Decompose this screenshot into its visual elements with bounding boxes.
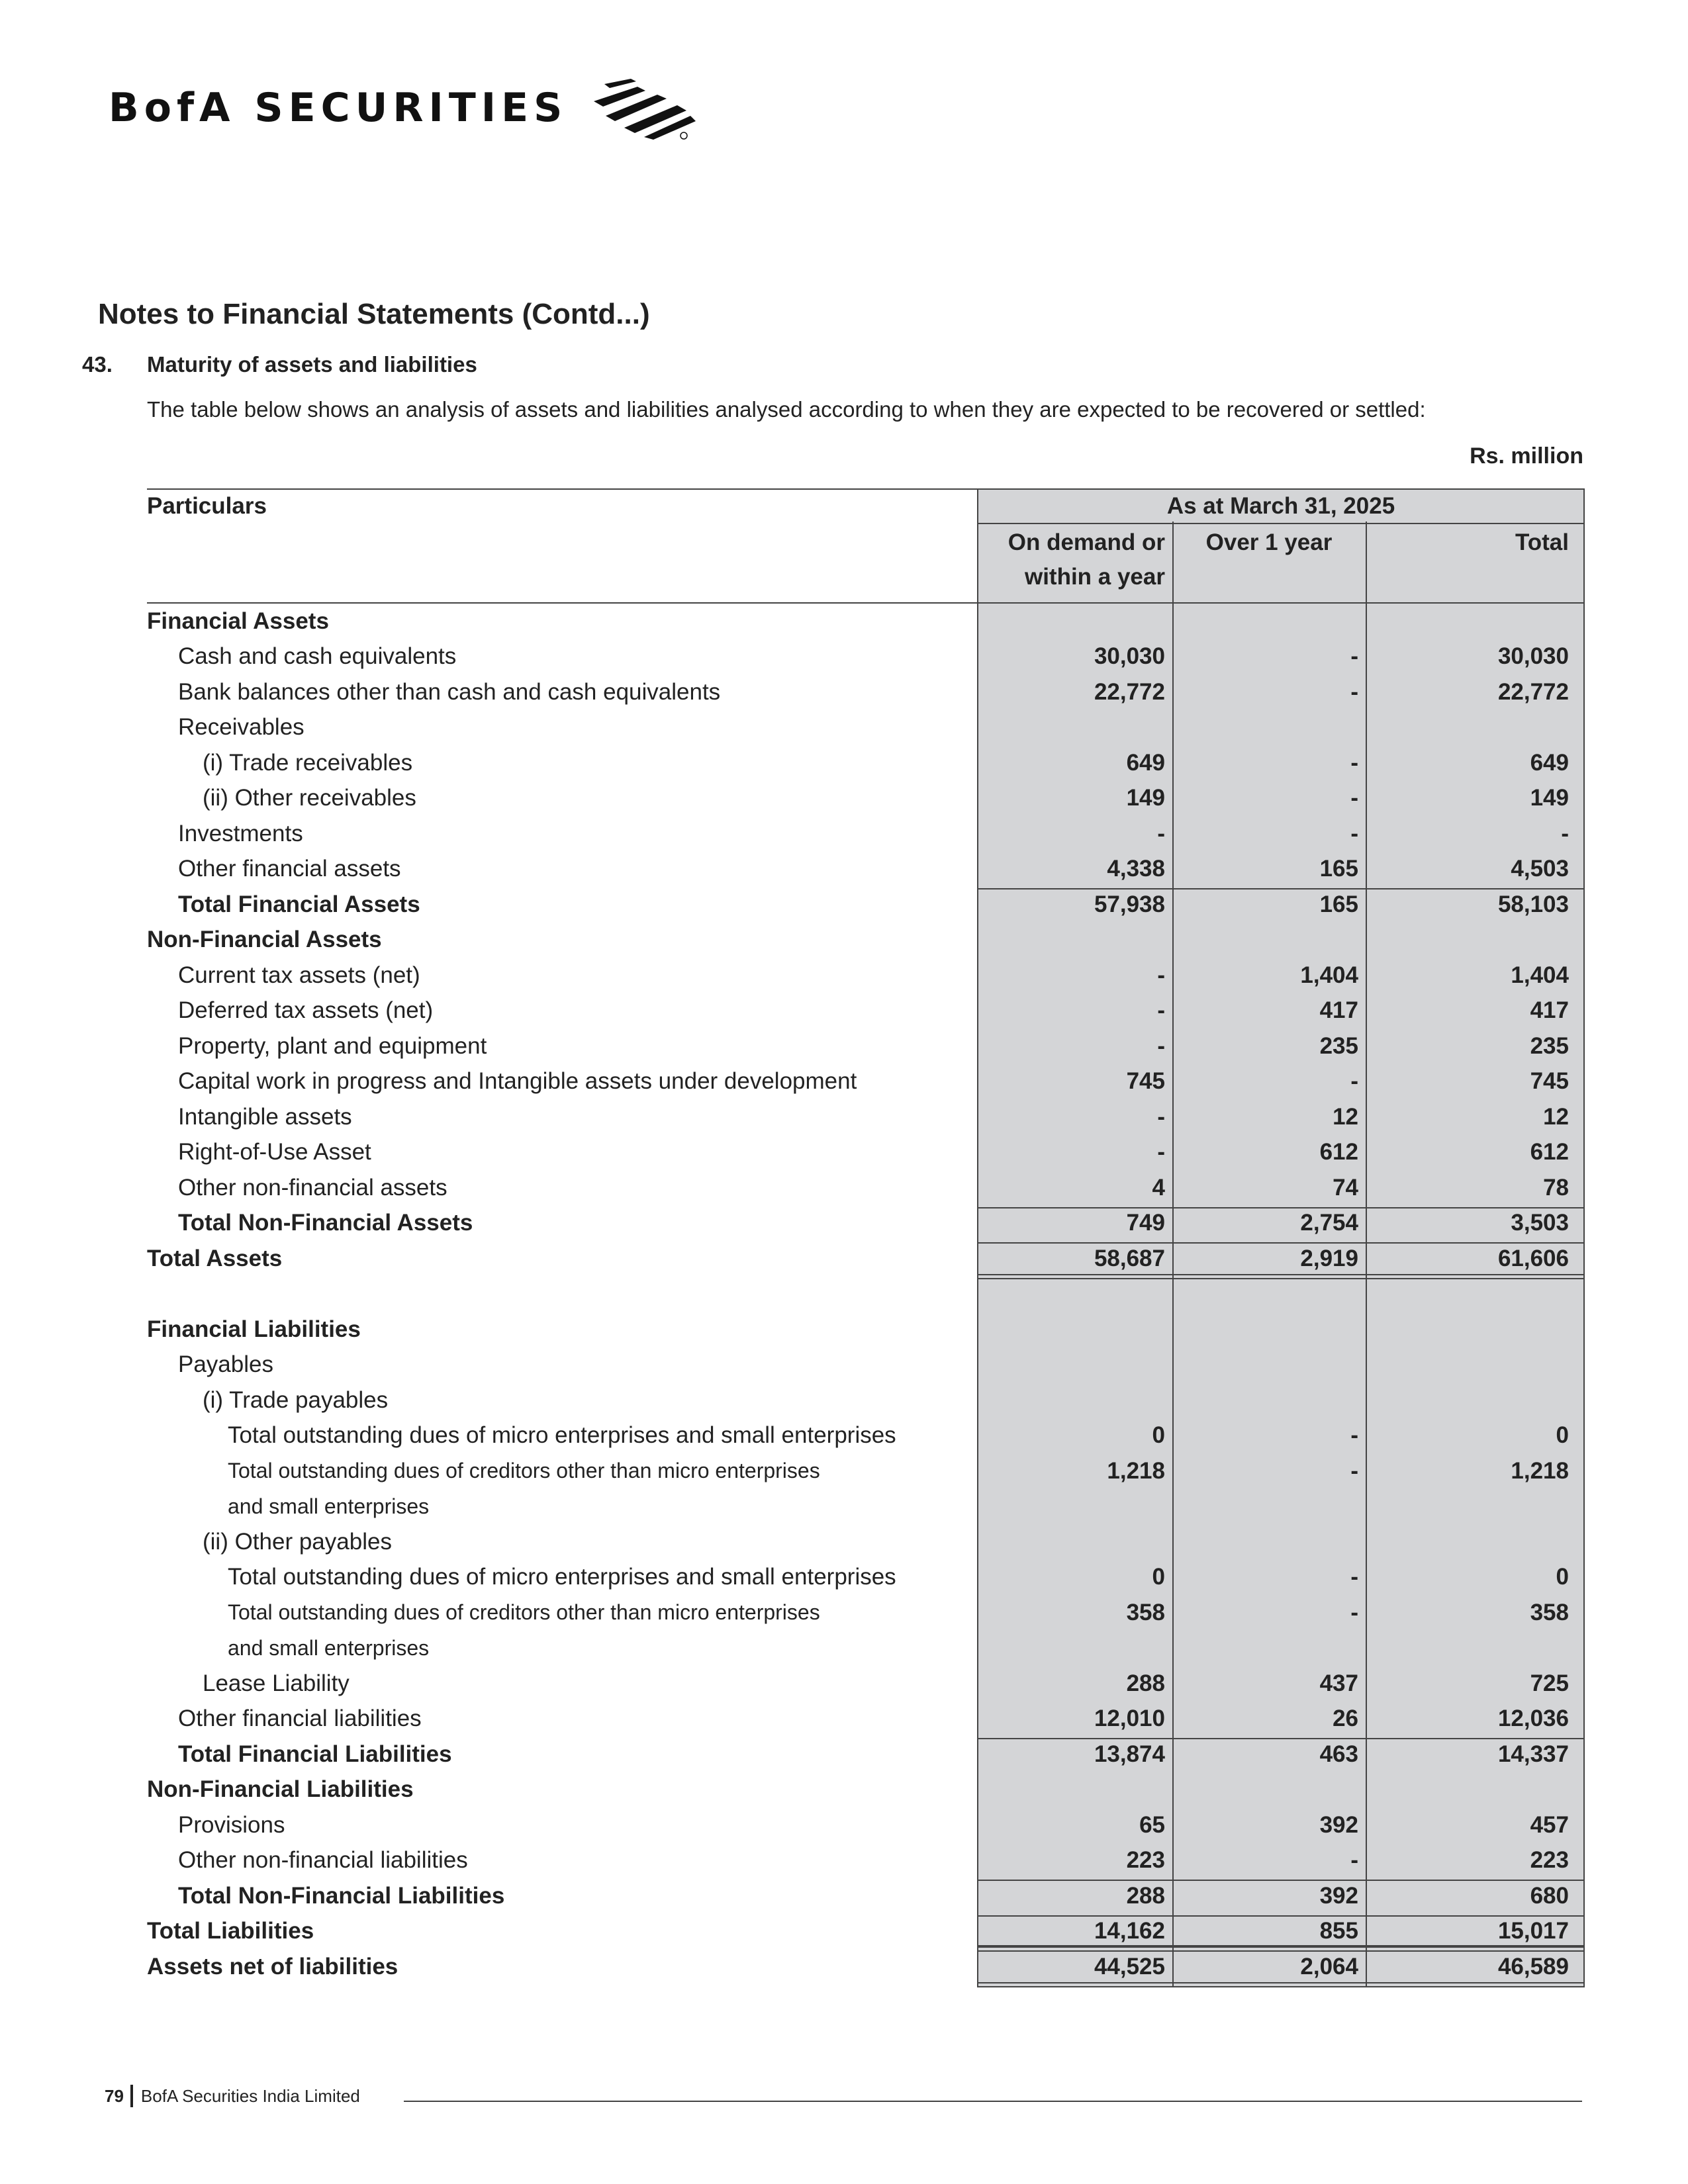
value-total: 1,218	[1511, 1457, 1569, 1484]
table-row	[147, 852, 1585, 887]
col-header-demand-line1: On demand or	[1008, 529, 1165, 555]
row-label: (i) Trade payables	[203, 1387, 389, 1413]
row-label: (ii) Other payables	[203, 1528, 392, 1555]
row-label: Total Assets	[147, 1245, 283, 1271]
total-rule	[977, 1946, 1585, 1948]
value-over-1-year: 855	[1319, 1918, 1358, 1944]
value-on-demand: 358	[1126, 1599, 1165, 1625]
value-on-demand: -	[1157, 962, 1165, 988]
col-header-demand-line2: within a year	[1024, 564, 1165, 590]
table-row	[147, 923, 1585, 958]
period-header: As at March 31, 2025	[1166, 493, 1395, 519]
row-label: Total outstanding dues of creditors other than micro enterprises	[228, 1600, 820, 1625]
footer-rule	[404, 2101, 1582, 2102]
value-total: 649	[1530, 749, 1569, 776]
row-label: Financial Liabilities	[147, 1316, 361, 1342]
value-on-demand: -	[1157, 820, 1165, 846]
total-rule	[977, 1986, 1585, 1987]
value-over-1-year	[1180, 1312, 1358, 1347]
row-label: Property, plant and equipment	[178, 1032, 487, 1059]
value-over-1-year: -	[1350, 820, 1358, 846]
value-total	[1373, 710, 1569, 746]
table-row	[147, 745, 1585, 781]
value-total: 12,036	[1497, 1706, 1569, 1732]
value-over-1-year: 165	[1319, 856, 1358, 882]
value-on-demand: 30,030	[1094, 643, 1165, 670]
row-label: Total Liabilities	[147, 1918, 314, 1944]
value-over-1-year: 235	[1319, 1032, 1358, 1059]
row-label: Total Non-Financial Assets	[178, 1210, 473, 1236]
table-row	[147, 1737, 1585, 1772]
value-on-demand: 0	[1152, 1564, 1165, 1590]
value-total	[1373, 1631, 1569, 1666]
value-over-1-year	[1180, 923, 1358, 958]
row-label: Financial Assets	[147, 608, 329, 634]
value-on-demand: 745	[1126, 1068, 1165, 1095]
value-total: 612	[1530, 1139, 1569, 1165]
value-over-1-year: -	[1350, 1457, 1358, 1484]
table-row	[147, 1914, 1585, 1950]
value-over-1-year: 2,064	[1300, 1953, 1358, 1979]
value-on-demand: -	[1157, 1139, 1165, 1165]
value-on-demand: 14,162	[1094, 1918, 1165, 1944]
value-total	[1373, 1347, 1569, 1383]
value-over-1-year: 165	[1319, 891, 1358, 917]
value-on-demand: 1,218	[1107, 1457, 1165, 1484]
value-on-demand: -	[1157, 997, 1165, 1024]
row-label: Other non-financial liabilities	[178, 1847, 468, 1874]
value-on-demand: 149	[1126, 785, 1165, 811]
row-label: Other financial assets	[178, 856, 401, 882]
value-total	[1373, 1489, 1569, 1525]
row-label: Non-Financial Liabilities	[147, 1776, 414, 1803]
table-row	[147, 1099, 1585, 1135]
row-label: Total outstanding dues of micro enterprises and small enterprises	[228, 1564, 896, 1590]
row-label: Lease Liability	[203, 1670, 350, 1696]
particulars-header: Particulars	[147, 493, 267, 519]
subtotal-rule	[977, 1880, 1585, 1881]
value-on-demand: 65	[1139, 1811, 1165, 1838]
row-label: Cash and cash equivalents	[178, 643, 457, 670]
column-rule	[1366, 522, 1367, 1987]
value-over-1-year: 2,919	[1300, 1245, 1358, 1271]
table-row	[147, 1560, 1585, 1596]
row-label: Total Non-Financial Liabilities	[178, 1882, 505, 1909]
row-label: Total outstanding dues of micro enterprises and small enterprises	[228, 1422, 896, 1449]
value-over-1-year: 26	[1333, 1706, 1358, 1732]
row-label: (ii) Other receivables	[203, 785, 416, 811]
value-over-1-year: 392	[1319, 1882, 1358, 1909]
table-row	[147, 1595, 1585, 1631]
value-over-1-year: -	[1350, 1599, 1358, 1625]
value-total: 417	[1530, 997, 1569, 1024]
value-total: 725	[1530, 1670, 1569, 1696]
table-row	[147, 958, 1585, 993]
row-label: Current tax assets (net)	[178, 962, 420, 988]
table-row	[147, 1277, 1585, 1312]
table-row	[147, 604, 1585, 639]
value-total	[1373, 604, 1569, 639]
row-label: Other non-financial assets	[178, 1174, 447, 1201]
value-over-1-year	[1180, 1631, 1358, 1666]
value-on-demand: 44,525	[1094, 1953, 1165, 1979]
value-total	[1373, 1383, 1569, 1418]
value-over-1-year: -	[1350, 785, 1358, 811]
value-on-demand: 4,338	[1107, 856, 1165, 882]
row-label: Payables	[178, 1351, 273, 1378]
row-label: (i) Trade receivables	[203, 749, 413, 776]
value-on-demand: 649	[1126, 749, 1165, 776]
value-on-demand: 57,938	[1094, 891, 1165, 917]
value-over-1-year	[1180, 1772, 1358, 1808]
table-row	[147, 1807, 1585, 1843]
subtotal-rule	[977, 1207, 1585, 1208]
table-row	[147, 1206, 1585, 1242]
value-total: 61,606	[1497, 1245, 1569, 1271]
col-header-total: Total	[1515, 529, 1569, 555]
value-total: -	[1561, 820, 1569, 846]
table-row	[147, 1383, 1585, 1418]
unit-label: Rs. million	[1470, 443, 1583, 469]
row-label: Capital work in progress and Intangible assets under development	[178, 1068, 857, 1095]
value-over-1-year	[1180, 1524, 1358, 1560]
column-rule	[1583, 488, 1585, 1987]
note-title	[82, 352, 477, 377]
row-label: Total Financial Liabilities	[178, 1741, 452, 1767]
value-total: 22,772	[1497, 678, 1569, 705]
value-on-demand: 223	[1126, 1847, 1165, 1874]
value-total: 14,337	[1497, 1741, 1569, 1767]
page-number: 79	[105, 2085, 124, 2106]
value-total: 1,404	[1511, 962, 1569, 988]
value-total	[1373, 923, 1569, 958]
col-header-demand	[977, 525, 1165, 594]
table-header	[147, 488, 1585, 604]
value-over-1-year: -	[1350, 1847, 1358, 1874]
row-label: Assets net of liabilities	[147, 1953, 399, 1979]
value-over-1-year: 437	[1319, 1670, 1358, 1696]
value-over-1-year	[1180, 604, 1358, 639]
value-over-1-year: -	[1350, 1564, 1358, 1590]
table-row	[147, 1843, 1585, 1879]
value-total	[1373, 1772, 1569, 1808]
table-row	[147, 1064, 1585, 1100]
row-label: Right-of-Use Asset	[178, 1139, 371, 1165]
column-rule	[977, 488, 978, 1987]
value-over-1-year: 612	[1319, 1139, 1358, 1165]
value-on-demand	[977, 1383, 1165, 1418]
flag-icon	[585, 75, 697, 141]
subtotal-rule	[977, 1945, 1585, 1946]
value-total: 0	[1556, 1422, 1569, 1449]
row-label: Total Financial Assets	[178, 891, 420, 917]
subtotal-rule	[977, 1242, 1585, 1244]
row-label: Receivables	[178, 714, 305, 741]
value-on-demand: 288	[1126, 1670, 1165, 1696]
value-on-demand	[977, 1347, 1165, 1383]
row-label: and small enterprises	[228, 1494, 430, 1518]
value-total: 46,589	[1497, 1953, 1569, 1979]
value-total	[1373, 1277, 1569, 1312]
col-header-over-1-year: Over 1 year	[1205, 529, 1333, 555]
value-total: 12	[1543, 1103, 1569, 1130]
row-label: Other financial liabilities	[178, 1706, 422, 1732]
page-footer	[105, 2085, 360, 2107]
subtotal-rule	[977, 1738, 1585, 1739]
subtotal-rule	[977, 1950, 1585, 1952]
table-row	[147, 887, 1585, 923]
value-on-demand	[977, 604, 1165, 639]
value-on-demand: 13,874	[1094, 1741, 1165, 1767]
column-rule	[1172, 522, 1174, 1987]
total-rule	[977, 1274, 1585, 1275]
total-rule	[977, 1278, 1585, 1279]
value-total	[1373, 1312, 1569, 1347]
row-label: and small enterprises	[228, 1635, 430, 1660]
table-row	[147, 1949, 1585, 1985]
value-total: 15,017	[1497, 1918, 1569, 1944]
value-over-1-year: -	[1350, 749, 1358, 776]
value-on-demand: -	[1157, 1103, 1165, 1130]
value-on-demand	[977, 1631, 1165, 1666]
table-row	[147, 1170, 1585, 1206]
value-over-1-year: 1,404	[1300, 962, 1358, 988]
row-label: Investments	[178, 820, 303, 846]
total-rule	[977, 1982, 1585, 1983]
value-over-1-year	[1180, 1277, 1358, 1312]
table-row	[147, 816, 1585, 852]
intro-text: The table below shows an analysis of assets and liabilities analysed according to when they are expected to be recovered or settled:	[147, 397, 1426, 422]
row-label: Intangible assets	[178, 1103, 352, 1130]
value-on-demand	[977, 1277, 1165, 1312]
value-over-1-year: 2,754	[1300, 1210, 1358, 1236]
note-title-text: Maturity of assets and liabilities	[147, 352, 477, 377]
note-number: 43.	[82, 352, 113, 377]
footer-divider	[130, 2085, 133, 2107]
maturity-table	[147, 488, 1585, 1985]
value-on-demand: 22,772	[1094, 678, 1165, 705]
table-row	[147, 674, 1585, 710]
value-on-demand	[977, 1312, 1165, 1347]
value-on-demand	[977, 1489, 1165, 1525]
value-on-demand	[977, 1524, 1165, 1560]
table-row	[147, 1524, 1585, 1560]
table-row	[147, 1702, 1585, 1737]
value-total: 58,103	[1497, 891, 1569, 917]
table-row	[147, 1418, 1585, 1454]
value-total: 30,030	[1497, 643, 1569, 670]
table-row	[147, 710, 1585, 746]
value-total: 3,503	[1511, 1210, 1569, 1236]
value-total	[1373, 1524, 1569, 1560]
table-body	[147, 604, 1585, 1985]
value-total: 78	[1543, 1174, 1569, 1201]
header-divider	[977, 523, 1585, 524]
footer-company: BofA Securities India Limited	[140, 2085, 360, 2106]
value-on-demand	[977, 923, 1165, 958]
value-over-1-year: 463	[1319, 1741, 1358, 1767]
value-total: 358	[1530, 1599, 1569, 1625]
value-total: 0	[1556, 1564, 1569, 1590]
value-over-1-year: 392	[1319, 1811, 1358, 1838]
value-over-1-year: 12	[1333, 1103, 1358, 1130]
value-total: 223	[1530, 1847, 1569, 1874]
value-over-1-year	[1180, 1383, 1358, 1418]
value-on-demand: 749	[1126, 1210, 1165, 1236]
value-total: 235	[1530, 1032, 1569, 1059]
brand-name: BofA SECURITIES	[109, 85, 568, 131]
table-row	[147, 1772, 1585, 1808]
page-heading: Notes to Financial Statements (Contd...)	[98, 298, 650, 330]
value-total: 4,503	[1511, 856, 1569, 882]
table-row	[147, 1631, 1585, 1666]
value-total: 745	[1530, 1068, 1569, 1095]
value-on-demand: 288	[1126, 1882, 1165, 1909]
subtotal-rule	[977, 888, 1585, 889]
row-label: Non-Financial Assets	[147, 927, 382, 953]
value-on-demand	[977, 1772, 1165, 1808]
subtotal-rule	[977, 1915, 1585, 1917]
value-over-1-year	[1180, 1489, 1358, 1525]
table-row	[147, 1878, 1585, 1914]
value-over-1-year	[1180, 1347, 1358, 1383]
value-on-demand: 4	[1152, 1174, 1165, 1201]
value-on-demand	[977, 710, 1165, 746]
value-on-demand: 0	[1152, 1422, 1165, 1449]
brand-logo	[109, 71, 697, 144]
row-label: Deferred tax assets (net)	[178, 997, 434, 1024]
table-row	[147, 1135, 1585, 1171]
row-label: Total outstanding dues of creditors other than micro enterprises	[228, 1459, 820, 1483]
table-row	[147, 639, 1585, 675]
table-row	[147, 1453, 1585, 1489]
value-total: 149	[1530, 785, 1569, 811]
value-over-1-year	[1180, 710, 1358, 746]
table-row	[147, 1489, 1585, 1525]
value-on-demand: 58,687	[1094, 1245, 1165, 1271]
table-row	[147, 1347, 1585, 1383]
table-row	[147, 1312, 1585, 1347]
value-on-demand: -	[1157, 1032, 1165, 1059]
value-over-1-year: -	[1350, 1068, 1358, 1095]
value-total: 457	[1530, 1811, 1569, 1838]
table-row	[147, 1666, 1585, 1702]
table-row	[147, 1028, 1585, 1064]
value-over-1-year: 417	[1319, 997, 1358, 1024]
value-on-demand: 12,010	[1094, 1706, 1165, 1732]
value-over-1-year: -	[1350, 678, 1358, 705]
row-label: Bank balances other than cash and cash equivalents	[178, 678, 721, 705]
value-over-1-year: 74	[1333, 1174, 1358, 1201]
row-label: Provisions	[178, 1811, 285, 1838]
value-total: 680	[1530, 1882, 1569, 1909]
value-over-1-year: -	[1350, 1422, 1358, 1449]
table-row	[147, 1241, 1585, 1277]
table-row	[147, 781, 1585, 817]
table-row	[147, 993, 1585, 1029]
value-over-1-year: -	[1350, 643, 1358, 670]
